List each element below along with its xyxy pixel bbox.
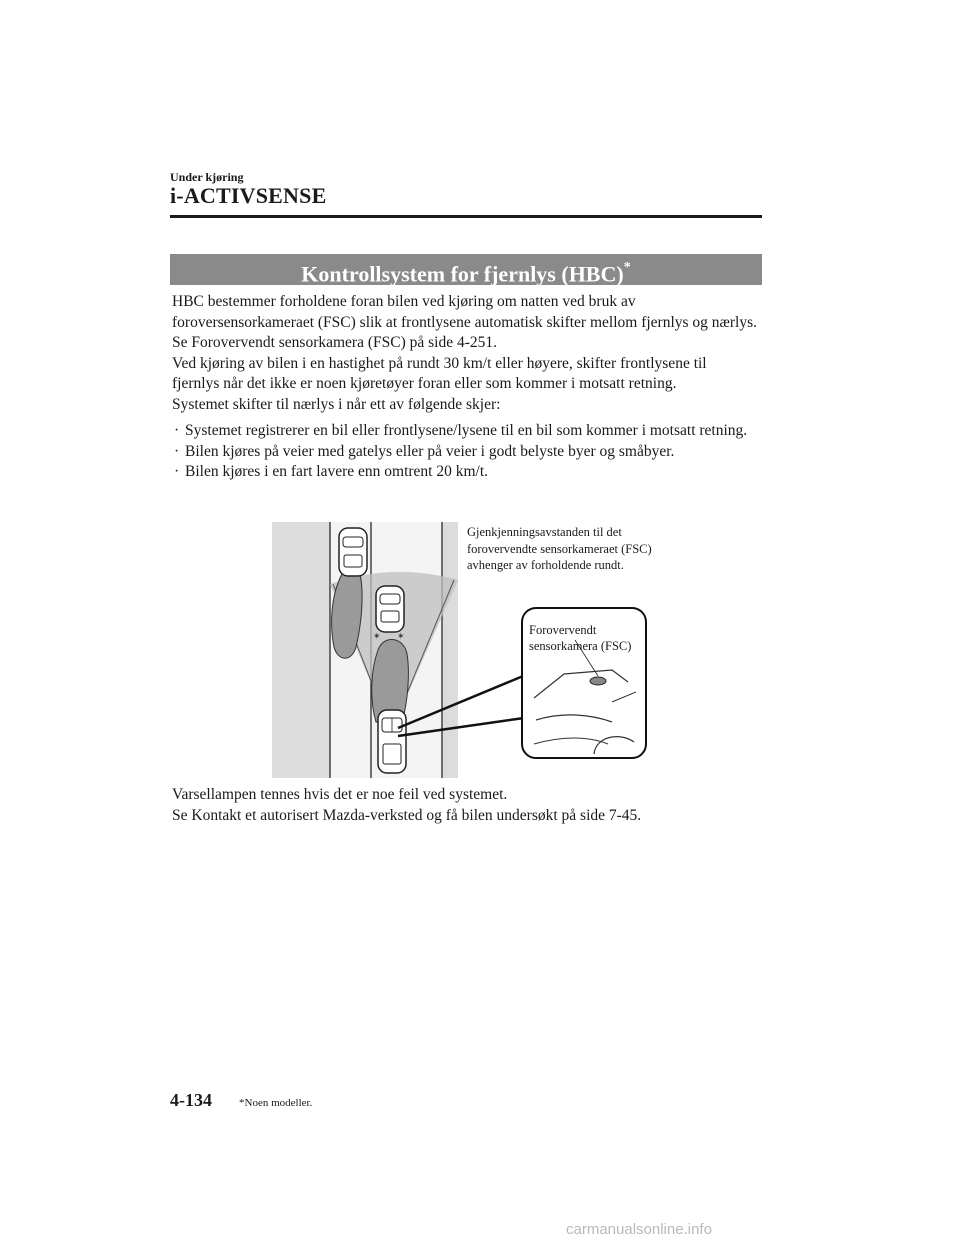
- oncoming-car-icon: [339, 528, 367, 576]
- watermark-link[interactable]: carmanualsonline.info: [566, 1221, 712, 1238]
- paragraph: Varsellampen tennes hvis det er noe feil ved systemet.: [172, 786, 508, 803]
- list-item: [172, 442, 757, 463]
- own-car-icon: [378, 710, 406, 773]
- list-item: [172, 421, 757, 442]
- svg-text:✶: ✶: [397, 632, 405, 642]
- paragraph: Systemet skifter til nærlys i når ett av følgende skjer:: [172, 395, 501, 413]
- paragraph: HBC bestemmer forholdene foran bilen ved kjøring om natten ved bruk av foroversensorkameraet (FSC) slik at frontlysene automatisk skifter mellom fjernlys og nærlys.: [172, 293, 758, 331]
- topic-title: Kontrollsystem for fjernlys (HBC): [301, 261, 624, 287]
- paragraph: Ved kjøring av bilen i en hastighet på rundt 30 km/t eller høyere, skifter frontlysene til fjernlys når det ikke er noen kjøretøyer foran eller som kommer i motsatt retning.: [172, 354, 707, 392]
- topic-title-banner: [170, 254, 762, 285]
- svg-text:✶: ✶: [373, 632, 381, 642]
- condition-list: [172, 421, 757, 483]
- body-text: [172, 292, 757, 483]
- paragraph: Se Forovervendt sensorkamera (FSC) på side 4-251.: [172, 334, 498, 351]
- section-title: i-ACTIVSENSE: [170, 183, 327, 208]
- paragraph: Se Kontakt et autorisert Mazda-verksted og få bilen undersøkt på side 7-45.: [172, 806, 642, 824]
- list-item-text: Bilen kjøres i en fart lavere enn omtrent 20 km/t.: [185, 463, 489, 480]
- camera-label: Forovervendt sensorkamera (FSC): [529, 623, 632, 653]
- model-footnote-mark: *: [623, 260, 631, 275]
- bullet-glyph: ·: [174, 442, 180, 460]
- list-item-text: Systemet registrerer en bil eller frontlysene/lysene til en bil som kommer i motsatt retning.: [185, 422, 748, 439]
- footnote: *Noen modeller.: [239, 1097, 313, 1109]
- header-rule: [170, 215, 762, 218]
- bullet-glyph: ·: [174, 463, 180, 480]
- page-number: 4-134: [170, 1090, 212, 1110]
- figure-caption: Gjenkjenningsavstanden til det forovervendte sensorkameraet (FSC) avhenger av forholdende rundt.: [467, 525, 652, 572]
- warning-text: [172, 785, 757, 826]
- running-head: Under kjøring: [170, 170, 244, 184]
- list-item-text: Bilen kjøres på veier med gatelys eller på veier i godt belyste byer og småbyer.: [185, 442, 675, 460]
- list-item: [172, 462, 757, 483]
- bullet-glyph: ·: [174, 422, 180, 439]
